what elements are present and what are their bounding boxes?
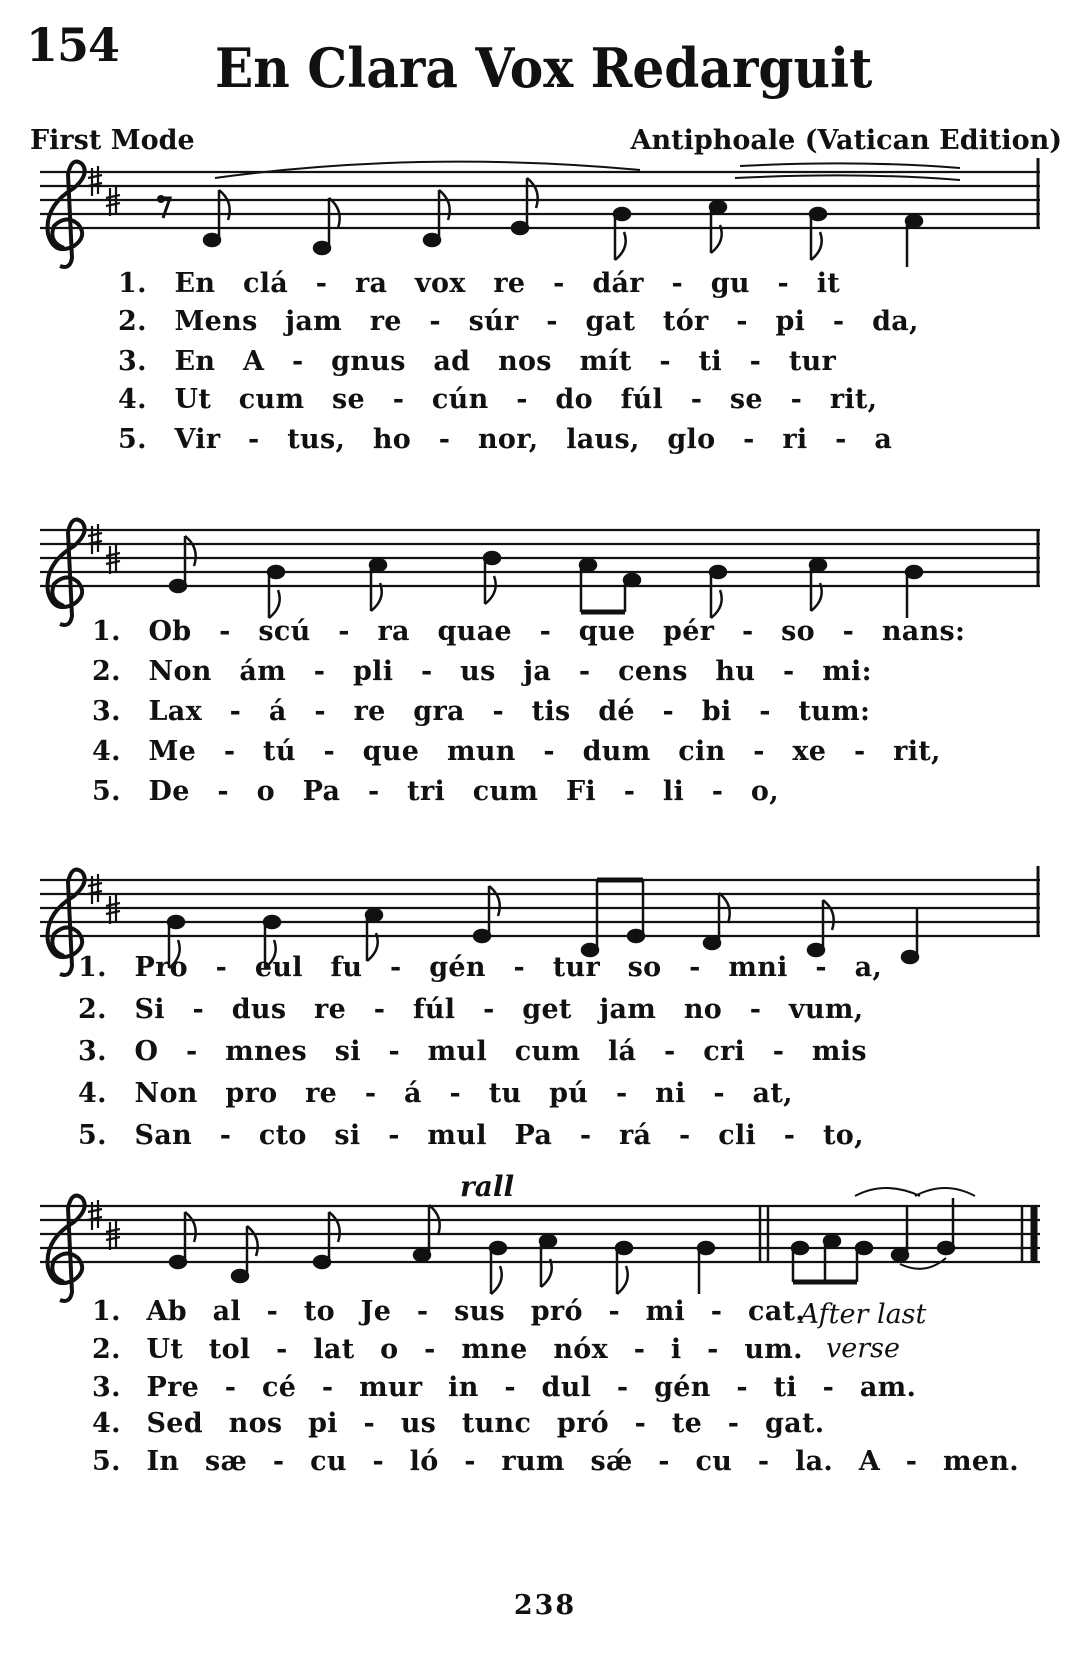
verse-line: 3. Pre - cé - mur in - dul - gén - ti - am. (92, 1372, 917, 1403)
verse-line: 4. Me - tú - que mun - dum cin - xe - rit, (92, 736, 941, 767)
verse-line: 1. Ob - scú - ra quae - que pér - so - nans: (92, 616, 966, 647)
key-signature-icon (88, 874, 120, 924)
hymn-title: En Clara Vox Redarguit (215, 36, 873, 100)
page-number: 238 (513, 1590, 577, 1621)
after-note-line-1: After last (799, 1299, 927, 1330)
verse-line: 3. Lax - á - re gra - tis dé - bi - tum: (92, 696, 871, 727)
staff-system-3 (40, 866, 1040, 936)
verse-line: 3. En A - gnus ad nos mít - ti - tur (118, 346, 837, 377)
staff-system-1 (40, 158, 1040, 228)
verse-line: 4. Non pro re - á - tu pú - ni - at, (78, 1078, 793, 1109)
tempo-marking: rall (460, 1170, 515, 1203)
staff-system-2 (40, 530, 1040, 586)
key-signature-icon (88, 1200, 120, 1250)
verse-line: 4. Ut cum se - cún - do fúl - se - rit, (118, 384, 878, 415)
notes-system-2 (170, 536, 922, 618)
mode-label: First Mode (30, 125, 195, 156)
verse-line: 1. En clá - ra vox re - dár - gu - it (118, 268, 841, 299)
verse-line: 5. San - cto si - mul Pa - rá - cli - to, (78, 1120, 864, 1151)
after-last-verse-note (778, 1298, 948, 1366)
after-note-line-2: verse (826, 1333, 900, 1364)
notes-system-1 (204, 178, 922, 267)
verse-line: 5. De - o Pa - tri cum Fi - li - o, (92, 776, 779, 807)
verse-line: 1. Ab al - to Je - sus pró - mi - cat. (92, 1296, 805, 1327)
verse-line: 5. Vir - tus, ho - nor, laus, glo - ri - a (118, 424, 893, 455)
hymn-number: 154 (26, 18, 120, 72)
verse-line: 2. Si - dus re - fúl - get jam no - vum, (78, 994, 864, 1025)
key-signature-icon (88, 524, 120, 574)
verse-line: 4. Sed nos pi - us tunc pró - te - gat. (92, 1408, 825, 1439)
notes-system-4 (170, 1198, 954, 1294)
source-label: Antiphoale (Vatican Edition) (630, 125, 1062, 156)
key-signature-icon (88, 166, 120, 216)
verse-line: 2. Ut tol - lat o - mne nóx - i - um. (92, 1334, 803, 1365)
verse-line: 2. Non ám - pli - us ja - cens hu - mi: (92, 656, 872, 687)
verse-line: 1. Pro - eul fu - gén - tur so - mni - a, (78, 952, 883, 983)
verse-line: 3. O - mnes si - mul cum lá - cri - mis (78, 1036, 867, 1067)
verse-line: 5. In sæ - cu - ló - rum sǽ - cu - la. A - men. (92, 1446, 1019, 1477)
verse-line: 2. Mens jam re - súr - gat tór - pi - da, (118, 306, 919, 337)
